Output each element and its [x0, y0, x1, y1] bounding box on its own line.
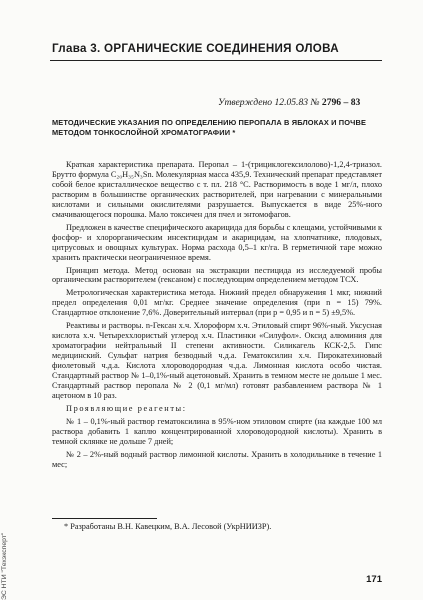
header-rule: [50, 60, 382, 61]
developers-heading: Проявляющие реагенты:: [66, 403, 187, 413]
body-text: [52, 160, 382, 473]
paragraph-metrology: Метрологическая характеристика метода. Нижний предел обнаружения 1 мкг, нижний предел определения 0,01 мг/кг. Среднее значение определения (при n = 15) 79%. Стандартное отклонение 7,6%. Доверительный интервал (при p = 0,95 и n = 5) ±9,5%.: [52, 288, 382, 318]
chapter-header: Глава 3. ОРГАНИЧЕСКИЕ СОЕДИНЕНИЯ ОЛОВА: [52, 42, 339, 55]
footnote-rule: [52, 518, 157, 519]
footnote: * Разработаны В.Н. Кавецким, В.А. Лесовой (УкрНИИЗР).: [64, 522, 272, 531]
paragraph-characteristics: Краткая характеристика препарата. Перопал – 1-(трициклогексилолово)-1,2,4-триазол. Брутто формула C₂₀H₃₅N₃Sn. Молекулярная масса 435,9. Технический препарат представляет собой белое кристаллическое вещество с т. пл. 218 °С. Растворимость в воде 1 мг/л, плохо растворим в большинстве органических растворителей, при нагревании с минеральными кислотами и сильными окислителями разрушается. Выпускается в виде 25%-ного смачивающегося порошка. Мало токсичен для пчел и энтомофагов.: [52, 160, 382, 219]
paragraph-application: Предложен в качестве специфического акарицида для борьбы с клещами, устойчивыми к фосфор- и хлорорганическим инсектицидам и акарицидам, на хлопчатнике, плодовых, цитрусовых и овощных культурах. Норма расхода 0,5–1 кг/га. В герметичной таре можно хранить практически неограниченное время.: [52, 222, 383, 262]
developer-item: № 1 – 0,1%-ный раствор гематоксилина в 95%-ном этиловом спирте (на каждые 100 мл раствора добавить 1 каплю концентрированной хлороводородной кислоты). Хранить в темной склянке не дольше 7 дней;: [52, 416, 382, 446]
side-watermark: ЭС НТИ "Техэксперт": [1, 532, 8, 600]
approval-line: [218, 97, 378, 108]
page-number: 171: [366, 574, 382, 585]
document-title: МЕТОДИЧЕСКИЕ УКАЗАНИЯ ПО ОПРЕДЕЛЕНИЮ ПЕРОПАЛА В ЯБЛОКАХ И ПОЧВЕ МЕТОДОМ ТОНКОСЛОЙНОЙ ХРОМАТОГРАФИИ *: [52, 118, 367, 137]
paragraph-reagents: Реактивы и растворы. n-Гексан х.ч. Хлороформ х.ч. Этиловый спирт 96%-ный. Уксусная кислота х.ч. Четыреххлористый углерод х.ч. Пластинки «Силуфол». Оксид алюминия для хроматографии нейтральный II степени активности. Силикагель КСК-2,5. Гипс медицинский. Сульфат натрия безводный ч.д.а. Гематоксилин х.ч. Пирокатехиновый фиолетовый ч.д.а. Кислота хлороводородная ч.д.а. Лимонная кислота особо чистая. Стандартный раствор № 1–0,1%-ный ацетоновый. Хранить в темном месте не дольше 1 мес. Стандартный раствор перопала № 2 (0,1 мг/мл) готовят разбавлением раствора № 1 ацетоном в 10 раз.: [52, 321, 382, 400]
approval-text: Утверждено 12.05.83 №: [218, 97, 320, 108]
approval-number: 2796 – 83: [321, 97, 361, 108]
developer-item: № 2 – 2%-ный водный раствор лимонной кислоты. Хранить в холодильнике в течение 1 мес;: [52, 449, 382, 469]
paragraph-principle: Принцип метода. Метод основан на экстракции пестицида из исследуемой пробы органическим растворителем (гексаном) с последующим определением методом ТСХ.: [52, 265, 382, 285]
